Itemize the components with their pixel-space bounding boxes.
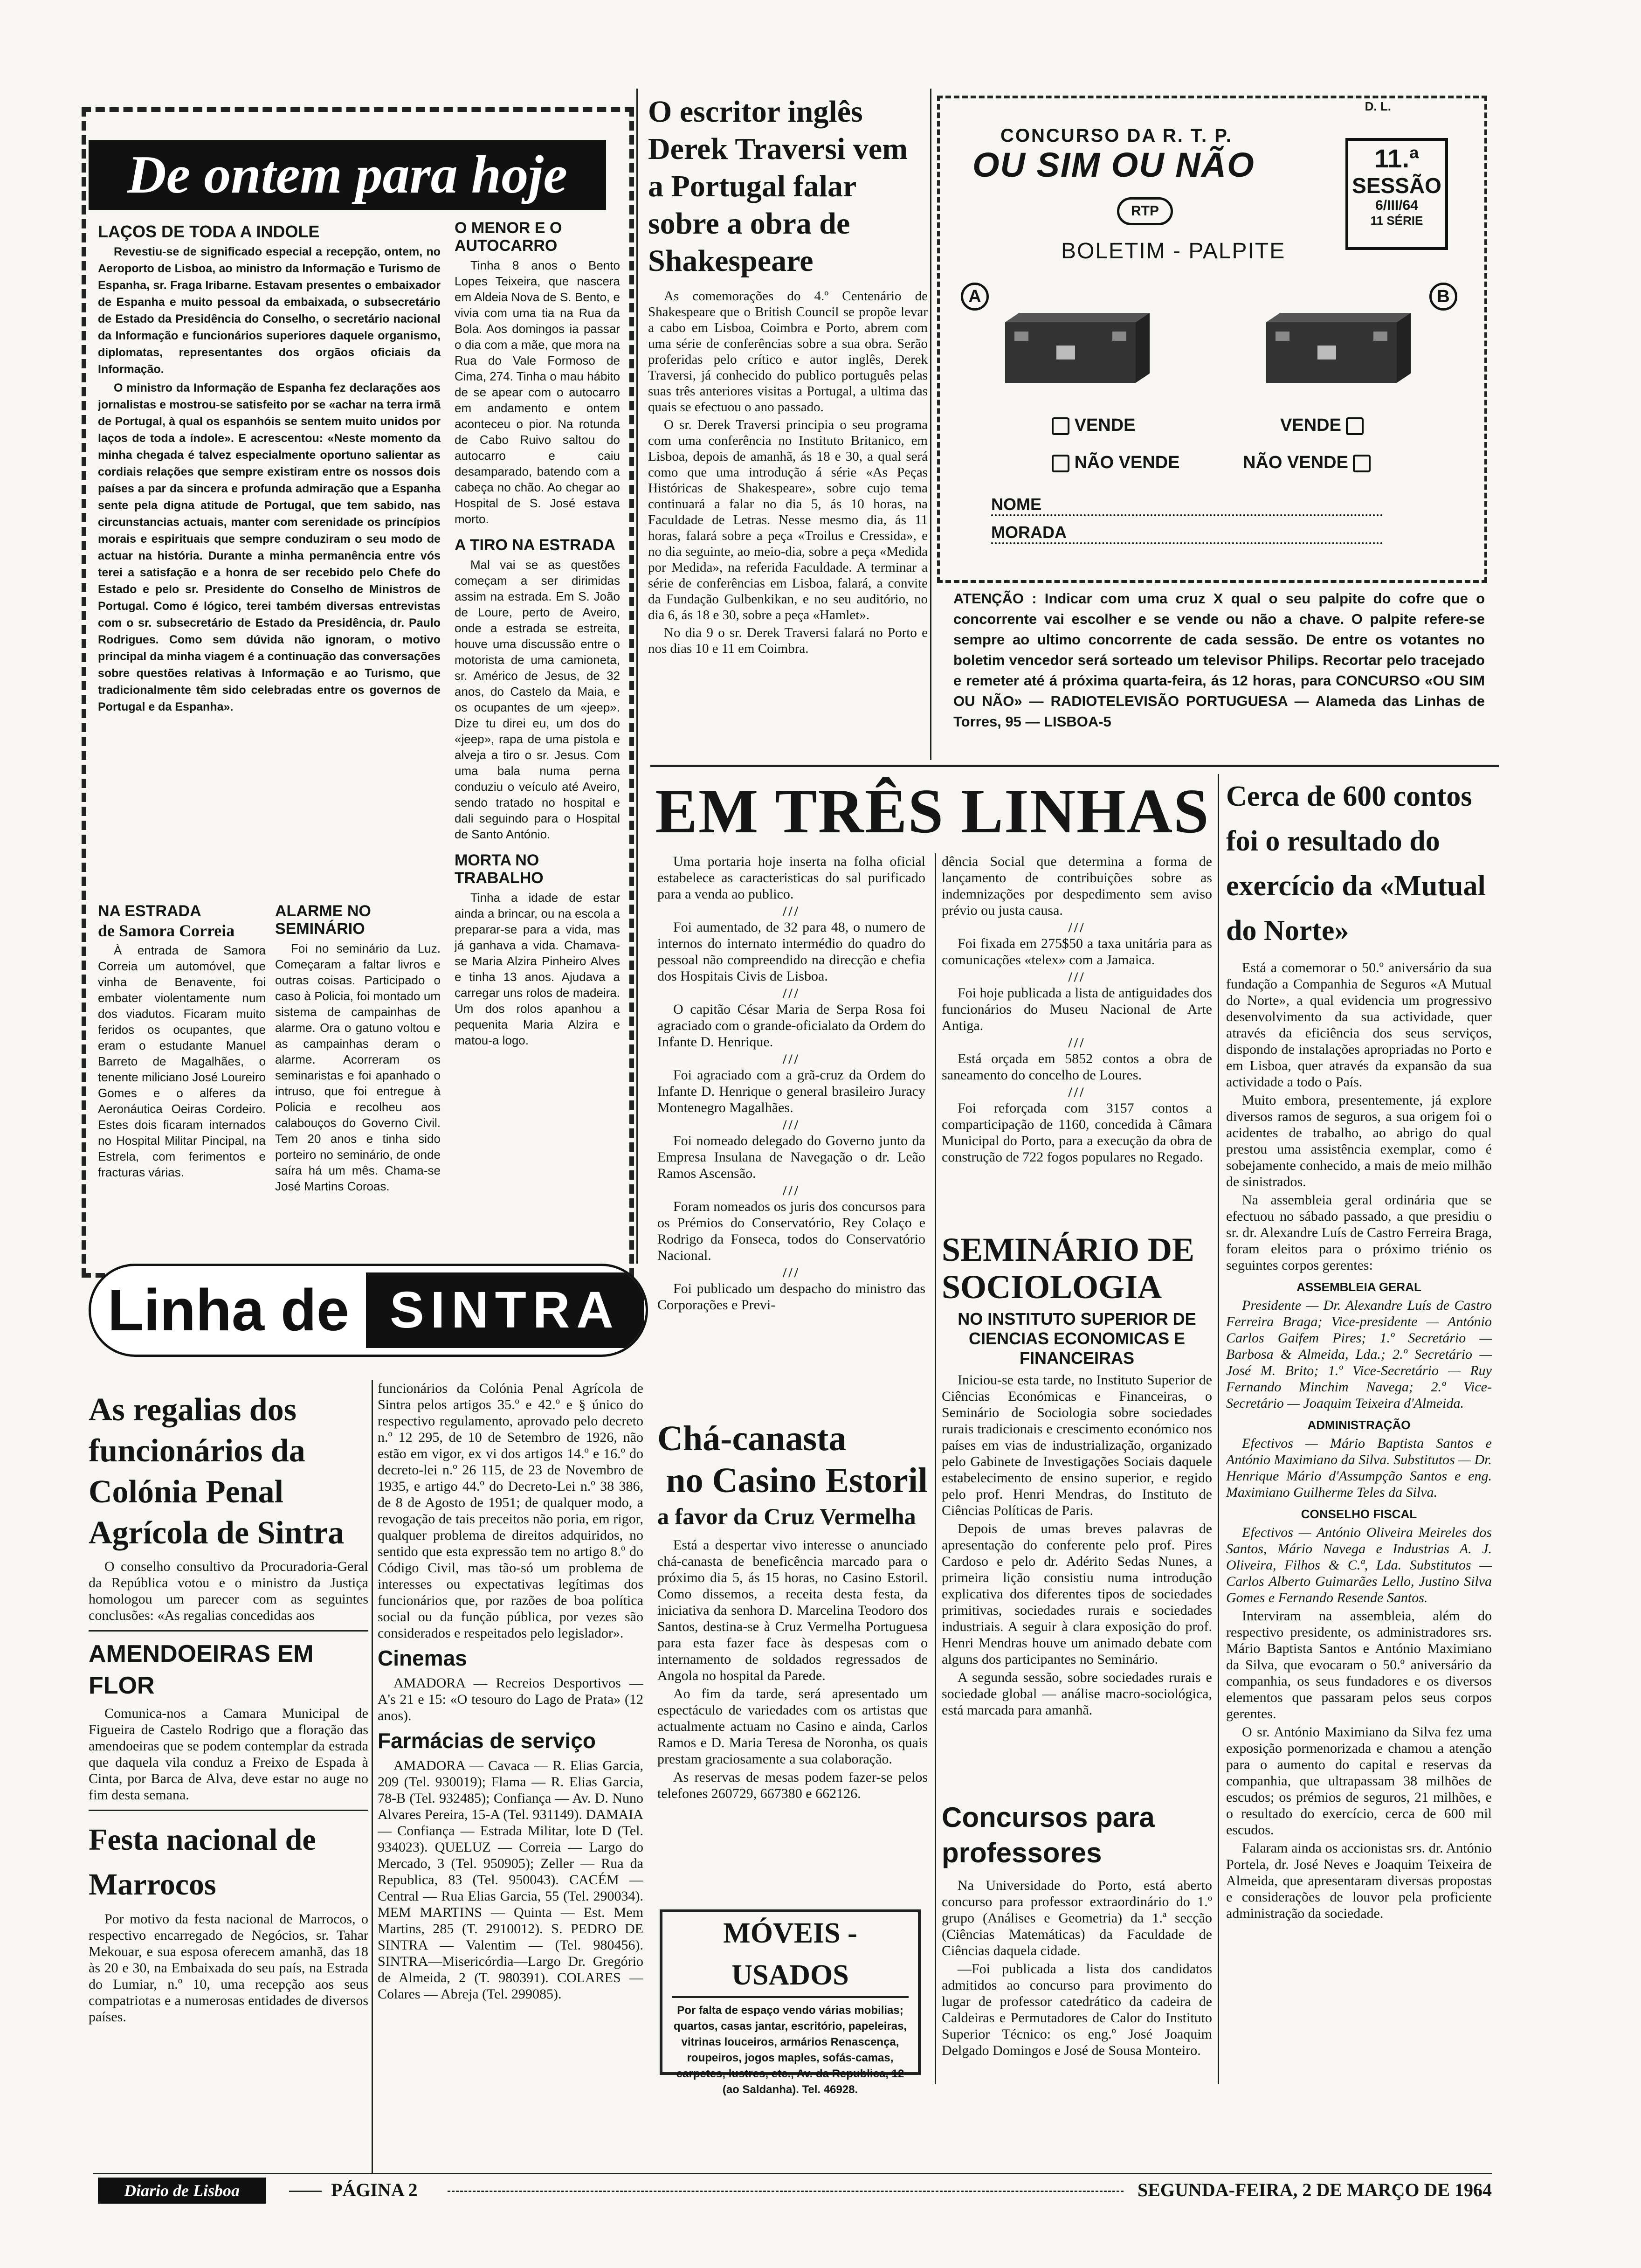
session-number: 11.ª bbox=[1374, 144, 1419, 173]
mutual-title: Cerca de 600 contos foi o resultado do exercício da «Mutual do Norte» bbox=[1226, 781, 1486, 947]
cf-text: Efectivos — António Oliveira Meireles dos Santos, Mário Navega e Industrias A. J. Oliveira, Filhos & C.ª, Lda. Substitutos — Carlos Alberto Guimarães Lello, Justino Silva Gomes e Fernando Resende Santos. bbox=[1226, 1525, 1492, 1605]
farmacias-text: AMADORA — Cavaca — R. Elias Garcia, 209 (Tel. 930019); Flama — R. Elias Garcia, 78-B (Tel. 932485); Confiança — Av. D. Nuno Alvares Pereira, 15-A (Tel. 931149). DAMAIA — Confiança — Estrada Militar, lote D (Tel. 934023). QUELUZ — Correia — Largo do Mercado, 3 (Tel. 950905); Zeller — Rua da Republica, 83 (Tel. 950043). CACÉM — Central — Rua Elias Garcia, 55 (Tel. 290034). MEM MARTINS — Quinta — Est. Mem Martins, 285 (T. 2910012). S. PEDRO DE SINTRA — Valentim — (Tel. 980456). SINTRA—Misericórdia—Largo Dr. Gregório de Almeida, 2 (T. 980391). COLARES — Colares — Abreja (Tel. 299085). bbox=[378, 1758, 643, 2002]
separator: /// bbox=[782, 1117, 800, 1133]
separator: /// bbox=[1068, 969, 1086, 985]
session-label: SESSÃO bbox=[1352, 173, 1441, 198]
section-rule bbox=[89, 1810, 368, 1811]
morta-text: Tinha a idade de estar ainda a brincar, ou na escola a preparar-se para a vida, mas já ganhava a vida. Chamava-se Maria Alzira Pinheiro Alves e tinha 13 anos. Ajudava a carregar uns rolos de madeira. Um dos rolos apanhou a pequenita Maria Alzira e matou-a logo. bbox=[455, 891, 620, 1047]
column-rule bbox=[935, 853, 936, 2084]
separator: /// bbox=[782, 986, 800, 1001]
sintra-col1 bbox=[89, 1390, 368, 2173]
cinemas-title: Cinemas bbox=[378, 1646, 467, 1670]
section-rule bbox=[89, 1630, 368, 1632]
cha-title-2: no Casino Estoril bbox=[666, 1461, 928, 1500]
festa-title: Festa nacional de Marrocos bbox=[89, 1823, 316, 1902]
linha-de-label: Linha de bbox=[107, 1277, 350, 1343]
section-rule bbox=[650, 765, 1499, 767]
seminario-para: A segunda sessão, sobre sociedades rurais e sociedade global — análise macro-sociológica, está marcada para amanhã. bbox=[942, 1670, 1212, 1718]
adm-text: Efectivos — Mário Baptista Santos e António Maximiano da Silva. Substitutos — Dr. Henrique Mário d'Assumpção Santos e eng. Maximiano Guilherme Teles da Silva. bbox=[1226, 1436, 1492, 1500]
nao-vende-b bbox=[1243, 453, 1371, 473]
cofre-b-label: B bbox=[1429, 283, 1457, 311]
rtp-coupon bbox=[937, 96, 1487, 583]
footer-date: SEGUNDA-FEIRA, 2 DE MARÇO DE 1964 bbox=[1138, 2179, 1492, 2200]
vende-b-label: VENDE bbox=[1280, 415, 1341, 435]
na-estrada-title: NA ESTRADA bbox=[98, 902, 201, 920]
session-serie: 11 SÉRIE bbox=[1370, 214, 1423, 228]
alarme-text: Foi no seminário da Luz. Começaram a faltar livros e outras coisas. Participado o caso à Policia, foi montado um sistema de campainhas de alarme. Ora o gatuno voltou e as campainhas deram o alarme. Acorreram os seminaristas e foi apanhado o intruso, que foi entregue à Policia e recolheu aos calabouços do Governo Civil. Tem 20 anos e tinha sido porteiro no seminário, de onde saíra há um mês. Chama-se José Martins Coroas. bbox=[275, 941, 441, 1193]
farmacias-title: Farmácias de serviço bbox=[378, 1729, 596, 1753]
nao-vende-b-label: NÃO VENDE bbox=[1243, 453, 1348, 472]
nao-vende-a-label: NÃO VENDE bbox=[1074, 453, 1180, 472]
note: dência Social que determina a forma de lançamento de contribuições sobre as indemnizações por despedimento sem aviso prévio ou justa causa. bbox=[942, 854, 1212, 918]
vende-b-checkbox[interactable] bbox=[1346, 417, 1364, 435]
separator: /// bbox=[1068, 1035, 1086, 1051]
note: Foi nomeado delegado do Governo junto da Empresa Insulana de Navegação o dr. Leão Ramos Ascensão. bbox=[657, 1133, 925, 1181]
de-ontem-banner: De ontem para hoje bbox=[89, 140, 606, 210]
morta-title: MORTA NO TRABALHO bbox=[455, 851, 544, 887]
note: O capitão César Maria de Serpa Rosa foi agraciado com o grande-oficialato da Ordem do Infante D. Henrique. bbox=[657, 1002, 925, 1050]
separator: /// bbox=[782, 1265, 800, 1280]
cha-subtitle: a favor da Cruz Vermelha bbox=[657, 1503, 916, 1529]
mutual-column bbox=[1226, 774, 1492, 2098]
note: Foi fixada em 275$50 a taxa unitária para as comunicações «telex» com a Jamaica. bbox=[942, 936, 1212, 968]
nao-vende-b-checkbox[interactable] bbox=[1353, 455, 1371, 472]
seminario-column bbox=[942, 1231, 1212, 1791]
lacos-title: LAÇOS DE TODA A INDOLE bbox=[98, 222, 320, 241]
tres-linhas-col1 bbox=[657, 853, 925, 1352]
seminario-para: Depois de umas breves palavras de apresentação do conferente pelo prof. Pires Cardoso e pelo dr. Adérito Sedas Nunes, a primeira lição consistiu numa introdução explicativa dos diferentes tipos de sociedades primitivas, sociedades rurais e sociedades industriais. A seguir à clara exposição do prof. Henri Mendras houve um animado debate com alguns dos participantes no Seminário. bbox=[942, 1521, 1212, 1667]
diario-de-lisboa-logo: Diario de Lisboa bbox=[98, 2178, 266, 2204]
cf-title: CONSELHO FISCAL bbox=[1301, 1507, 1417, 1521]
vende-a bbox=[1052, 415, 1135, 436]
adm-title: ADMINISTRAÇÃO bbox=[1307, 1418, 1411, 1432]
traversi-column bbox=[648, 93, 928, 760]
amendoeiras-title: AMENDOEIRAS EM FLOR bbox=[89, 1640, 314, 1699]
column-rule bbox=[372, 1380, 373, 2173]
concursos-column bbox=[942, 1800, 1212, 2089]
note: Foi aumentado, de 32 para 48, o numero de internos do internato intermédio do quadro do pessoal não compreendido na direcção e chefia dos Hospitais Civis de Lisboa. bbox=[657, 920, 925, 984]
linha-de-sintra-banner bbox=[89, 1264, 648, 1357]
separator: /// bbox=[782, 1183, 800, 1198]
cha-title-1: Chá-canasta bbox=[657, 1419, 847, 1458]
note: Foi agraciado com a grã-cruz da Ordem do Infante D. Henrique o general brasileiro Juracy Montenegro Magalhães. bbox=[657, 1067, 925, 1115]
o-menor-text: Tinha 8 anos o Bento Lopes Teixeira, que nascera em Aldeia Nova de S. Bento, e vivia com uma tia na Rua da Bola. Aos domingos ia passar o dia com a mãe, que mora na Rua do Vale Formoso de Cima, 274. Tinha o mau hábito de se apear com o autocarro em andamento e ontem aconteceu o pior. Na rotunda de Cabo Ruivo saltou do autocarro e caiu desamparado, batendo com a cabeça no chão. Ao chegar ao Hospital de S. José estava morto. bbox=[455, 258, 620, 526]
cofre-a-icon bbox=[996, 304, 1154, 387]
footer-rule bbox=[93, 2173, 1492, 2174]
lacos-para: O ministro da Informação de Espanha fez declarações aos jornalistas e mostrou-se satisfeito por se «achar na terra irmã de Portugal, à qual os espanhóis se sentem muito unidos por laços de toda a índole». E acrescentou: «Neste momento da minha chegada é talvez especialmente oportuno salientar as cordiais relações que sempre existiram entre os nossos dois países a par da sincera e profunda admiração que a Espanha sente pela digna atitude de Portugal, que tem sabido, nas circunstancias actuais, manter com serenidade os princípios morais e espirituais que sempre conduziram o seu modo de actuar na história. Durante a minha permanência entre vós terei a satisfação e a honra de ser recebido pelo Chefe do Estado e pelo sr. Presidente do Conselho de Ministros de Portugal. Como é lógico, terei também diversas entrevistas com o sr. subsecretário de Estado da Presidência, dr. Paulo Rodrigues. Como sem dúvida não ignoram, o motivo principal da minha viagem é a continuação das conversações sobre questões relativas à Informação e ao Turismo, que tradicionalmente têm sido celebradas entre os governos de Portugal e da Espanha». bbox=[98, 381, 441, 713]
ag-text: Presidente — Dr. Alexandre Luís de Castro Ferreira Braga; Vice-presidente — António Carlos Gaifem Pires; 1.º Secretário — Barbosa & Almeida, Lda.; 2.º Secretário — José M. Brito; 1.º Vice-Secretário — Ruy Fernando Minchim Navega; 2.º Vice-Secretário — Joaquim Teixeira d'Almeida. bbox=[1226, 1298, 1492, 1411]
mutual-end-para: O sr. António Maximiano da Silva fez uma exposição pormenorizada e chamou a atenção para o aumento do capital e reservas da companhia, que ultrapassam 38 milhões de escudos; os prémios de seguros, 21 milhões, e o resultado do exercício, cerca de 600 mil escudos. bbox=[1226, 1724, 1492, 1838]
seminario-title: SEMINÁRIO DE SOCIOLOGIA bbox=[942, 1231, 1195, 1306]
column-rule bbox=[930, 89, 931, 760]
alarme-column bbox=[275, 898, 441, 1224]
sintra-label: SINTRA bbox=[366, 1272, 644, 1348]
traversi-para: As comemorações do 4.º Centenário de Shakespeare que o British Council se propõe levar a cabo em Lisboa, Coimbra e Porto, abrem com uma série de conferências sobre a sua obra. Serão proferidas pelo crítico e autor inglês, Derek Traversi, já conhecido do publico português pelas suas três anteriores visitas a Portugal, a ultima das quais se efectuou o ano passado. bbox=[648, 289, 928, 415]
cofre-a-label: A bbox=[961, 283, 989, 311]
mutual-para: Na assembleia geral ordinária que se efectuou no sábado passado, a que presidiu o sr. dr. Alexandre Luís de Castro Ferreira Braga, foram eleitos para o próximo triénio os seguintes corpos gerentes: bbox=[1226, 1192, 1492, 1273]
separator: /// bbox=[782, 1051, 800, 1067]
concursos-para: —Foi publicada a lista dos candidatos admitidos ao concurso para provimento do lugar de professor catedrático da cadeira de Caldeiras e Permutadores de Calor do Instituto Superior Técnico: os eng.º José Joaquim Delgado Domingos e José de Sousa Monteiro. bbox=[942, 1961, 1212, 2058]
nome-label: NOME bbox=[991, 495, 1041, 514]
rtp-title: OU SIM OU NÃO bbox=[972, 145, 1255, 184]
lacos-column bbox=[98, 218, 441, 890]
dl-code: D. L. bbox=[1365, 99, 1391, 113]
na-estrada-text: À entrada de Samora Correia um automóvel, que vinha de Benavente, foi embater violentamente num dos viadutos. Ficaram muito feridos os ocupantes, que eram o estudante Manuel Barreto de Magalhães, o tenente miliciano José Loureiro Gomes e o alferes da Aeronáutica Oeiras Cordeiro. Estes dois ficaram internados no Hospital Militar Pincipal, na Estrela, com ferimentos e fracturas várias. bbox=[98, 943, 266, 1179]
note: Foram nomeados os juris dos concursos para os Prémios do Conservatório, Rey Colaço e Rodrigo da Fonseca, todos do Conservatório Nacional. bbox=[657, 1199, 925, 1263]
alarme-title: ALARME NO SEMINÁRIO bbox=[275, 902, 371, 938]
cha-canasta-column bbox=[657, 1418, 928, 1902]
vende-a-label: VENDE bbox=[1074, 415, 1136, 435]
mutual-para: Muito embora, presentemente, já explore diversos ramos de seguros, a sua origem foi o acidentes de trabalho, ao abrigo do qual prestou uma assistência exemplar, como é sobejamente conhecido, a mais de meio milhão de sinistrados. bbox=[1226, 1093, 1492, 1189]
separator: /// bbox=[782, 904, 800, 919]
a-tiro-title: A TIRO NA ESTRADA bbox=[455, 536, 616, 554]
separator: /// bbox=[1068, 920, 1086, 935]
boletim-label: BOLETIM - PALPITE bbox=[1061, 239, 1286, 263]
regalias-title: As regalias dos funcionários da Colónia Penal Agrícola de Sintra bbox=[89, 1392, 345, 1551]
vende-b bbox=[1280, 415, 1364, 436]
o-menor-title: O MENOR E O AUTOCARRO bbox=[455, 219, 562, 255]
separator: /// bbox=[1068, 1085, 1086, 1100]
cofre-b-icon bbox=[1257, 304, 1415, 387]
cha-para: As reservas de mesas podem fazer-se pelos telefones 260729, 667380 e 662126. bbox=[657, 1770, 928, 1801]
note: Foi reforçada com 3157 contos a comparticipação de 1160, concedida à Câmara Municipal do Porto, para a execução da obra de construção de 722 fogos populares no Regado. bbox=[942, 1100, 1212, 1165]
mutual-end-para: Falaram ainda os accionistas srs. dr. António Portela, dr. José Neves e Joaquim Teixeira de Almeida, que apresentaram diversas propostas e considerações de louvor pela proficiente administração da sociedade. bbox=[1226, 1840, 1492, 1921]
traversi-title: O escritor inglês Derek Traversi vem a Portugal falar sobre a obra de Shakespeare bbox=[648, 95, 908, 278]
nao-vende-a-checkbox[interactable] bbox=[1052, 455, 1069, 472]
note: Está orçada em 5852 contos a obra de saneamento do concelho de Loures. bbox=[942, 1051, 1212, 1083]
traversi-para: O sr. Derek Traversi principia o seu programa com uma conferência no Instituto Britanico, em Lisboa, depois de amanhã, ás 18 e 30, a qual será como que uma introdução á série «As Peças Históricas de Shakespeare», sobre cujo tema continuará a falar no dia 5, ás 10 horas, na Faculdade de Letras. Nesse mesmo dia, ás 11 horas, falará sobre a peça «Troilus e Cressida», e no dia seguinte, ao meio-dia, sobre a peça «Medida por Medida», na referida Faculdade. A terminar a série de conferências em Lisboa, falará, a convite da Fundação Gulbenkikan, e no seu auditório, no dia 6, ás 18 e 30, sobre a peça «Hamlet». bbox=[648, 417, 928, 622]
mutual-para: Está a comemorar o 50.º aniversário da sua fundação a Companhia de Seguros «A Mutual do Norte», a qual evidencia um progressivo desenvolvimento da sua actividade, quer através da eficiência dos seus serviços, dispondo de instalações apropriadas no Porto e em Lisboa, quer através da expansão da sua actividade a todo o País. bbox=[1226, 960, 1492, 1090]
concursos-title: Concursos para professores bbox=[942, 1802, 1155, 1868]
concursos-para: Na Universidade do Porto, está aberto concurso para professor extraordinário do 1.º grupo (Análises e Geometria) da 1.ª secção (Ciências Matemáticas) da Faculdade de Ciências daquela cidade. bbox=[942, 1878, 1212, 1958]
note: Uma portaria hoje inserta na folha oficial estabelece as caracteristicas do sal purificado para a venda ao publico. bbox=[657, 854, 925, 902]
tres-linhas-title: EM TRÊS LINHAS bbox=[655, 776, 1210, 846]
concurso-label: CONCURSO DA R. T. P. bbox=[1000, 125, 1233, 146]
session-date: 6/III/64 bbox=[1375, 198, 1418, 213]
na-estrada-column bbox=[98, 898, 266, 1224]
footer-page: PÁGINA 2 bbox=[331, 2179, 418, 2200]
sintra-col2 bbox=[378, 1380, 643, 2173]
column-rule bbox=[1218, 774, 1219, 2084]
a-tiro-text: Mal vai se as questões começam a ser dirimidas assim na estrada. Em S. João de Loure, perto de Aveiro, onde a estrada se estreita, houve uma discussão entre o motorista de uma camioneta, sr. Américo de Jesus, de 32 anos, do Castelo da Maia, e os ocupantes de um «jeep». Dize tu direi eu, um dos do «jeep», rapa de uma pistola e alveja a tiro o sr. Jesus. Com uma bala numa perna conduziu o veículo até Aveiro, sendo tratado no hospital e dali seguindo para o Hospital de Santo António. bbox=[455, 558, 620, 841]
seminario-subtitle: NO INSTITUTO SUPERIOR DE CIENCIAS ECONOMICAS E FINANCEIRAS bbox=[958, 1309, 1196, 1368]
rtp-logo: RTP bbox=[1117, 197, 1173, 225]
nao-vende-a bbox=[1052, 453, 1179, 473]
cinemas-text: AMADORA — Recreios Desportivos — A's 21 e 15: «O tesouro do Lago de Prata» (12 anos). bbox=[378, 1675, 643, 1723]
moveis-title: MÓVEIS - USADOS bbox=[672, 1912, 909, 1998]
regalias-cont: funcionários da Colónia Penal Agrícola de Sintra pelos artigos 35.º e 42.º e § único do respectivo regulamento, aprovado pelo decreto n.º 12 295, de 10 de Setembro de 1926, não estão em vigor, ex vi dos artigos 14.º e 16.º do decreto-lei n.º 26 115, de 23 de Novembro de 1935, e artigo 44.º do Decreto-Lei n.º 38 386, de 8 de Agosto de 1951; de qualquer modo, a revogação de tais preceitos não poria, em rigor, qualquer problema de direitos adquiridos, no sentido que esta expressão tem no artigo 8.º do Código Civil, mas tão-só um problema de interesses ou expectativas legítimas dos funcionários que, por razões de boa política social ou da função pública, por vezes são considerados e respeitados pelo legislador». bbox=[378, 1381, 643, 1641]
footer-dash bbox=[289, 2191, 322, 2192]
column-rule bbox=[636, 89, 638, 1264]
cha-para: Ao fim da tarde, será apresentado um espectáculo de variedades com os artistas que actualmente actuam no Casino e ainda, Carlos Ramos e D. Maria Teresa de Noronha, os quais prestam graciosamente a sua colaboração. bbox=[657, 1686, 928, 1767]
vende-a-checkbox[interactable] bbox=[1052, 417, 1069, 435]
moveis-usados-ad bbox=[660, 1909, 921, 2096]
festa-text: Por motivo da festa nacional de Marrocos, o respectivo encarregado de Negócios, sr. Tahar Mekouar, e sua esposa oferecem amanhã, das 18 às 20 e 30, na Embaixada do seu país, na Estrada do Lumiar, n.º 10, uma recepção aos seus compatriotas e a numerosas entidades de diversos países. bbox=[89, 1911, 368, 2025]
rtp-atencao: ATENÇÃO : Indicar com uma cruz X qual o seu palpite do cofre que o concorrente vai escolher e se vende ou não a chave. O palpite refere-se sempre ao ultimo concorrente de cada sessão. De entre os votantes no boletim vencedor será sorteado um televisor Philips. Recortar pelo tracejado e remeter até á próxima quarta-feira, ás 12 horas, para CONCURSO «OU SIM OU NÃO» — RADIOTELEVISÃO PORTUGUESA — Alameda das Linhas de Torres, 95 — LISBOA-5 bbox=[953, 590, 1485, 730]
note: Foi publicado um despacho do ministro das Corporações e Previ- bbox=[657, 1281, 925, 1313]
traversi-para: No dia 9 o sr. Derek Traversi falará no Porto e nos dias 10 e 11 em Coimbra. bbox=[648, 625, 928, 656]
morada-label: MORADA bbox=[991, 523, 1067, 542]
regalias-text: O conselho consultivo da Procuradoria-Geral da República votou e o ministro da Justiça homologou um parecer com as seguintes conclusões: «As regalias concedidas aos bbox=[89, 1559, 368, 1623]
session-box bbox=[1345, 138, 1448, 250]
morada-field[interactable] bbox=[991, 523, 1383, 544]
tres-linhas-col2 bbox=[942, 853, 1212, 1226]
nome-field[interactable] bbox=[991, 495, 1383, 516]
ag-title: ASSEMBLEIA GERAL bbox=[1296, 1280, 1421, 1294]
seminario-para: Iniciou-se esta tarde, no Instituto Superior de Ciências Económicas e Financeiras, o Seminário de Sociologia sobre sociedades rurais tradicionais e crescimento económico nos países em vias de industrialização, organizado pelo Gabinete de Investigações Sociais daquele estabelecimento de ensino superior, e regido pelo prof. Henri Mendras, do Instituto de Ciências Políticas de Paris. bbox=[942, 1372, 1212, 1518]
note: Foi hoje publicada a lista de antiguidades dos funcionários do Museu Nacional de Arte Antiga. bbox=[942, 985, 1212, 1033]
menor-column bbox=[455, 214, 620, 1231]
cha-para: Está a despertar vivo interesse o anunciado chá-canasta de beneficência marcado para o próximo dia 5, ás 15 horas, no Casino Estoril. Como dissemos, a receita desta festa, da iniciativa da senhora D. Marcelina Teodoro dos Santos, destina-se à Cruz Vermelha Portuguesa para esta fazer face às despesas com o internamento de soldados regressados de Angola no hospital da Parede. bbox=[657, 1537, 928, 1683]
amendoeiras-text: Comunica-nos a Camara Municipal de Figueira de Castelo Rodrigo que a floração das amendoeiras que se podem contemplar da estrada que daquela vila conduz a Freixo de Espada à Cinta, por Barca de Alva, deve estar no auge no fim desta semana. bbox=[89, 1706, 368, 1803]
na-estrada-subtitle: de Samora Correia bbox=[98, 921, 235, 940]
footer-dash bbox=[448, 2191, 1124, 2192]
mutual-end-para: Interviram na assembleia, além do respectivo presidente, os administradores srs. Mário Baptista Santos e António Maximiano da Silva, que evocaram o 50.º aniversário da companhia, os seus fundadores e os diversos elementos que passaram pelos seus corpos gerentes. bbox=[1226, 1608, 1492, 1722]
lacos-para: Revestiu-se de significado especial a recepção, ontem, no Aeroporto de Lisboa, ao ministro da Informação e Turismo de Espanha, sr. Fraga Iribarne. Estavam presentes o embaixador de Espanha e muito pessoal da embaixada, o subsecretário de Estado da Presidência do Conselho, o secretário nacional da Informação e funcionários superiores daquele organismo, diplomatas, representantes dos orgãos oficiais da Informação. bbox=[98, 245, 441, 376]
moveis-text: Por falta de espaço vendo várias mobilias; quartos, casas jantar, escritório, papeleiras, vitrinas louceiros, armários Renascença, roupeiros, jogos maples, sofás-camas, carpetes, lustres, etc., Av. da Republica, 12 (ao Saldanha). Tel. 46928. bbox=[673, 2004, 907, 2096]
